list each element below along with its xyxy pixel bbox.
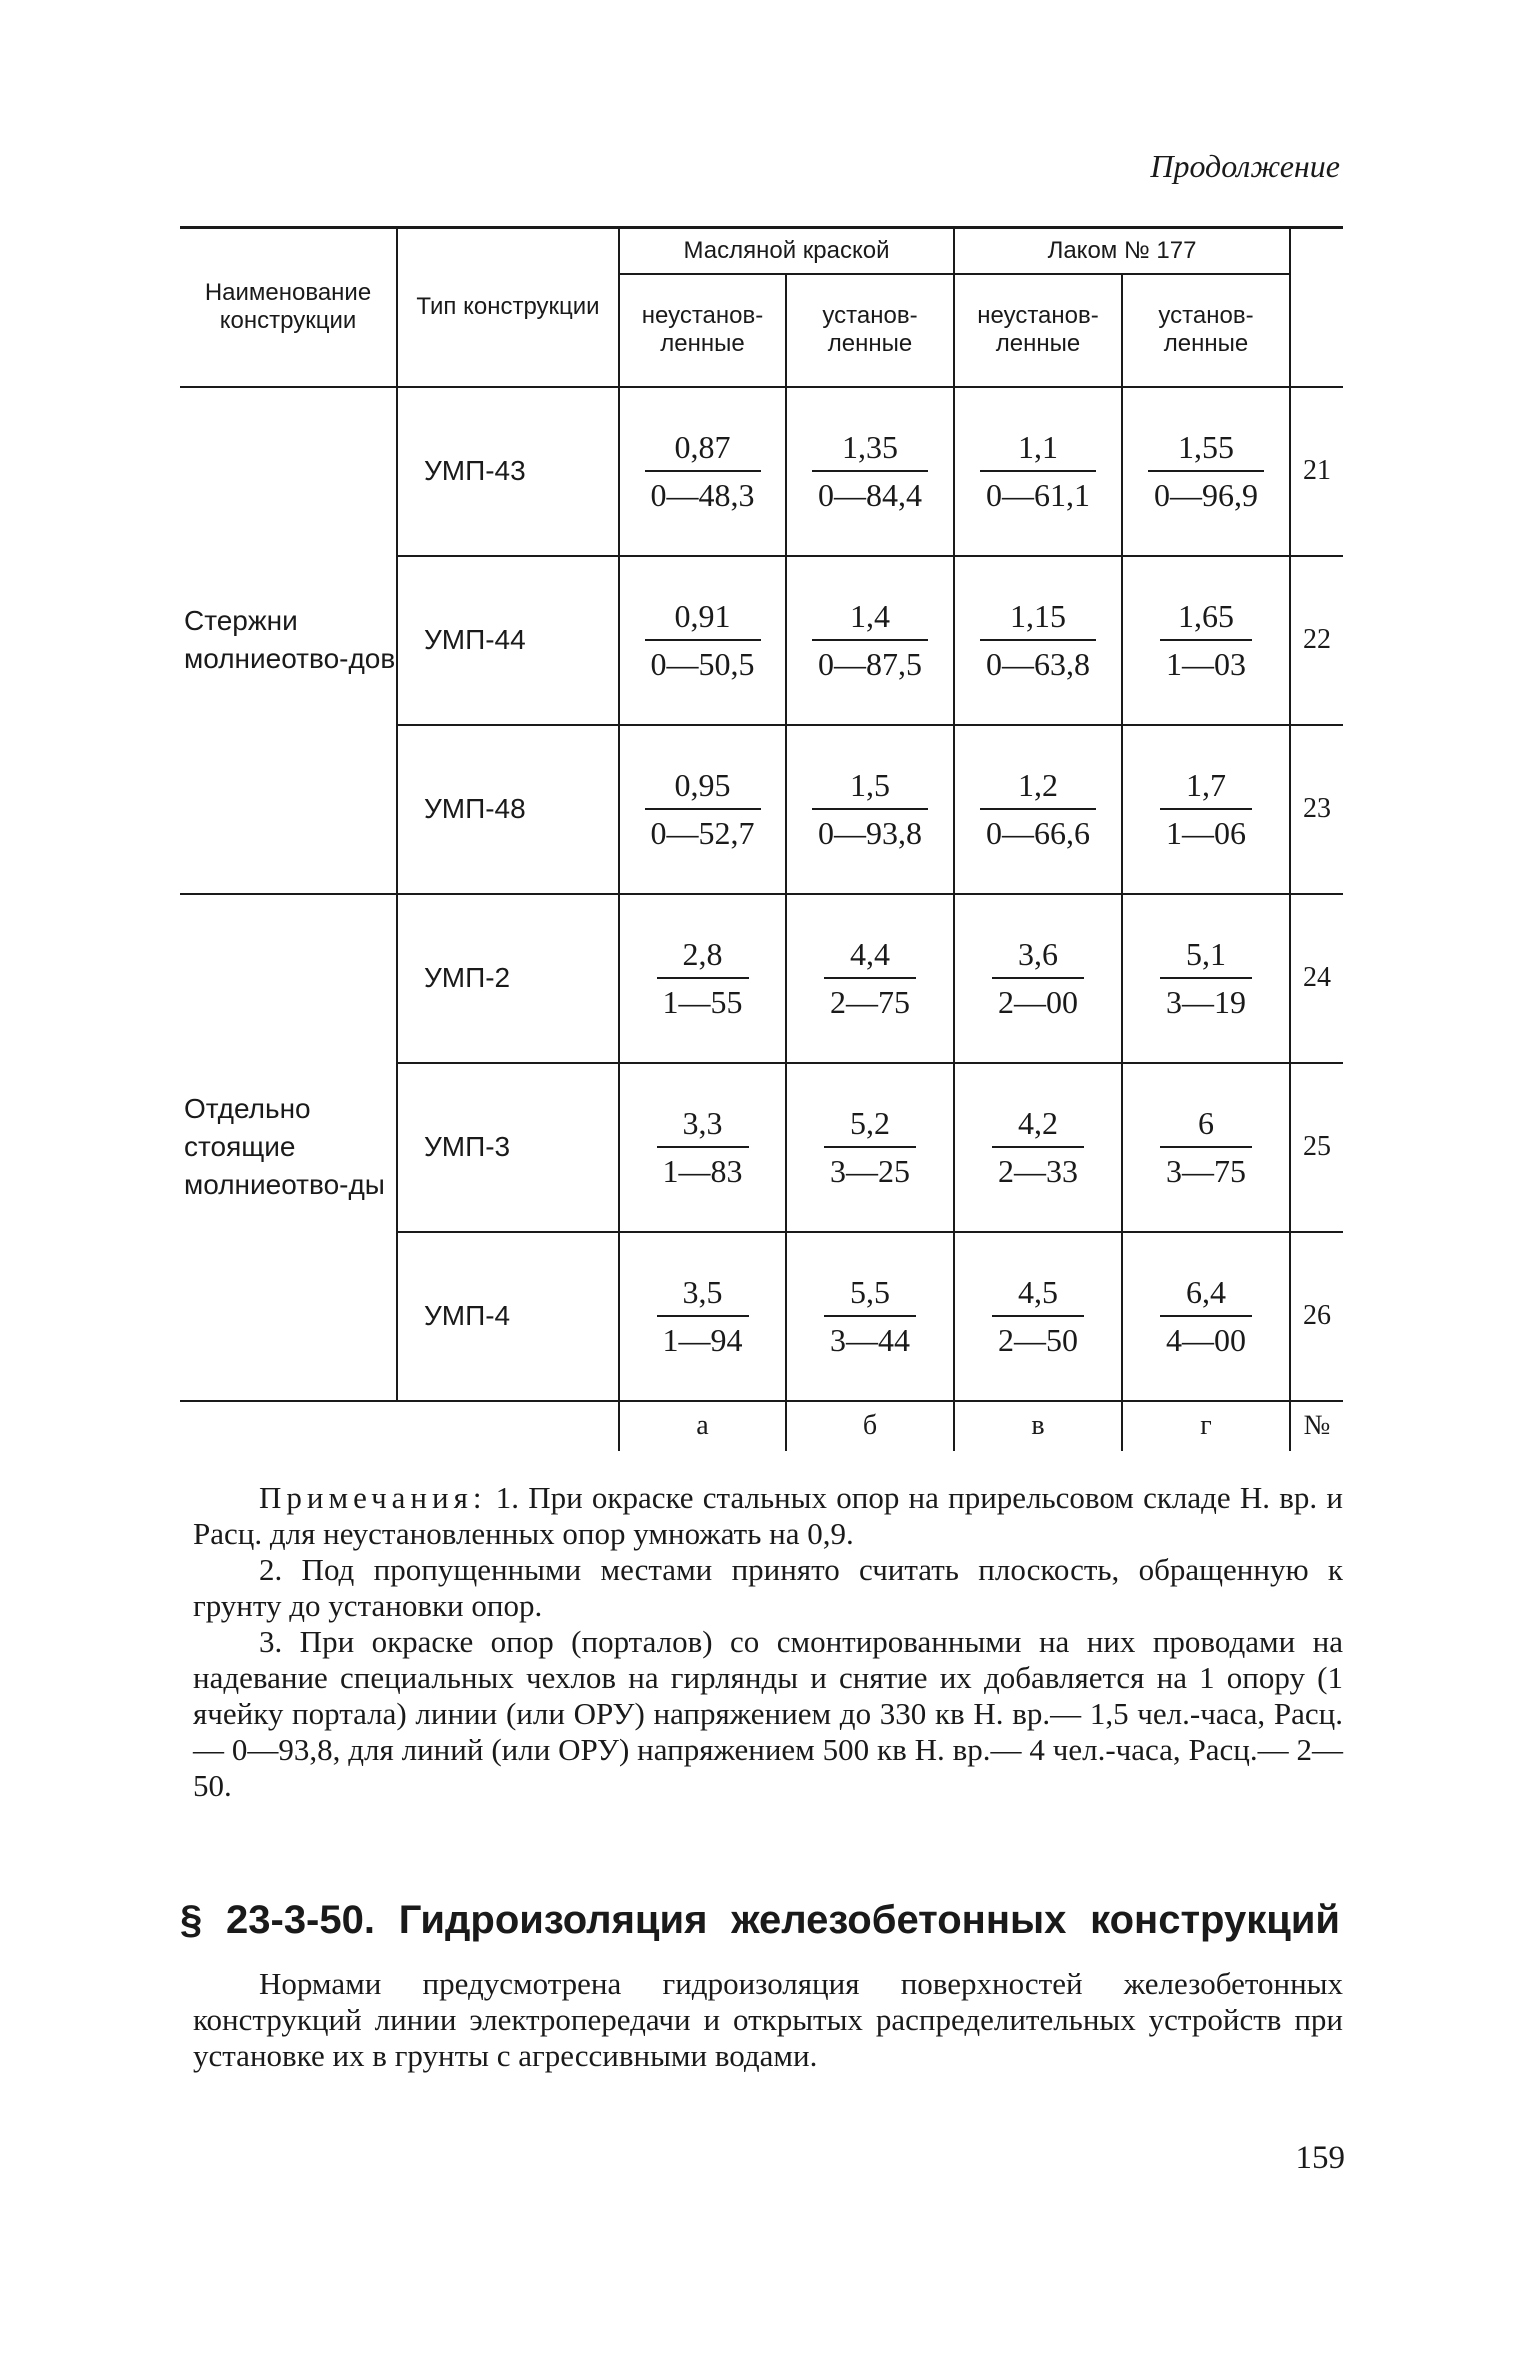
column-letter: а [619,1401,786,1451]
rate: 3—19 [1166,984,1246,1020]
cell-c [954,387,1122,556]
fraction-value [645,597,761,683]
cell-a [619,894,786,1063]
fraction-value [980,597,1096,683]
column-letter: № [1290,1401,1343,1451]
norm-time: 1,15 [980,597,1096,641]
fraction-value [1160,935,1252,1021]
row-number: 21 [1290,387,1343,556]
norm-time: 6,4 [1160,1273,1252,1317]
norm-time: 1,5 [812,766,928,810]
row-number: 23 [1290,725,1343,894]
fraction-value [812,428,928,514]
norm-time: 3,6 [992,935,1084,979]
row-number: 22 [1290,556,1343,725]
norm-time: 1,55 [1148,428,1264,472]
cell-d [1122,387,1290,556]
cell-d [1122,1063,1290,1232]
rate: 0—52,7 [650,815,755,851]
norm-time: 3,5 [657,1273,749,1317]
rate: 0—61,1 [986,477,1090,513]
fraction-value [1160,1273,1252,1359]
cell-b [786,387,954,556]
fraction-value [1160,1104,1252,1190]
rate: 0—93,8 [818,815,922,851]
rate: 0—63,8 [986,646,1090,682]
fraction-value [812,597,928,683]
footer-blank-2 [397,1401,619,1451]
cell-b [786,556,954,725]
rate: 3—44 [830,1322,910,1358]
cell-a [619,725,786,894]
header-lacquer-installed: установ-ленные [1122,274,1290,387]
norm-time: 3,3 [657,1104,749,1148]
header-lacquer: Лаком № 177 [954,228,1290,274]
fraction-value [657,1273,749,1359]
column-letter: в [954,1401,1122,1451]
norm-time: 4,4 [824,935,916,979]
norm-time: 1,1 [980,428,1096,472]
table-row [180,894,1343,1063]
cell-a [619,1063,786,1232]
cell-d [1122,725,1290,894]
rate: 0—66,6 [986,815,1090,851]
fraction-value [1160,766,1252,852]
fraction-value [645,428,761,514]
rate: 1—94 [662,1322,743,1358]
cell-d [1122,1232,1290,1401]
header-blank [1290,228,1343,387]
construction-type: УМП-48 [397,725,619,894]
continuation-label: Продолжение [1150,148,1340,184]
column-letter: г [1122,1401,1290,1451]
cell-c [954,894,1122,1063]
cell-b [786,1063,954,1232]
fraction-value [657,935,749,1021]
norm-time: 0,91 [645,597,761,641]
note-3: 3. При окраске опор (порталов) со смонтированными на них проводами на надевание специальных чехлов на гирлянды и снятие их добавляется на 1 опору (1 ячейку портала) линии (или ОРУ) напряжением до 330 кв Н. вр.— 1,5 чел.-часа, Расц.— 0—93,8, для линий (или ОРУ) напряжением 500 кв Н. вр.— 4 чел.-часа, Расц.— 2—50. [193,1624,1343,1803]
rate: 1—06 [1166,815,1246,851]
header-oil-paint: Масляной краской [619,228,954,274]
section-paragraph: Нормами предусмотрена гидроизоляция поверхностей железобетонных конструкций линии электропередачи и открытых распределительных устройств при установке их в грунты с агрессивными водами. [193,1966,1343,2073]
norm-time: 1,65 [1160,597,1252,641]
cell-b [786,1232,954,1401]
rate: 0—48,3 [650,477,755,513]
rate: 2—50 [998,1322,1078,1358]
construction-name: Стержни молниеотво-дов [180,387,397,894]
rate: 0—84,4 [818,477,922,513]
notes-label: Примечания: [259,1480,487,1515]
fraction-value [812,766,928,852]
note-1: 1. При окраске стальных опор на прирельсовом складе Н. вр. и Расц. для неустановленных опор умножать на 0,9. [193,1480,1343,1551]
header-name: Наименование конструкции [180,228,397,387]
column-letter: б [786,1401,954,1451]
fraction-value [1160,597,1252,683]
construction-type: УМП-43 [397,387,619,556]
fraction-value [992,1104,1084,1190]
rate: 2—33 [998,1153,1078,1189]
row-number: 24 [1290,894,1343,1063]
rate: 1—55 [662,984,743,1020]
row-number: 25 [1290,1063,1343,1232]
fraction-value [645,766,761,852]
fraction-value [980,766,1096,852]
cell-b [786,725,954,894]
cell-d [1122,556,1290,725]
fraction-value [980,428,1096,514]
fraction-value [992,935,1084,1021]
cell-c [954,1063,1122,1232]
norm-time: 0,95 [645,766,761,810]
cell-a [619,1232,786,1401]
cell-a [619,556,786,725]
construction-name: Отдельно стоящие молниеотво-ды [180,894,397,1401]
rate: 1—83 [662,1153,743,1189]
header-type: Тип конструкции [397,228,619,387]
norm-time: 6 [1160,1104,1252,1148]
notes [193,1480,1343,1804]
rate: 4—00 [1166,1322,1246,1358]
page-number: 159 [1295,2140,1345,2176]
row-number: 26 [1290,1232,1343,1401]
rate: 0—50,5 [650,646,755,682]
header-oil-installed: установ-ленные [786,274,954,387]
fraction-value [824,1104,916,1190]
cell-c [954,556,1122,725]
norm-time: 5,1 [1160,935,1252,979]
header-oil-not-installed: неустанов-ленные [619,274,786,387]
fraction-value [992,1273,1084,1359]
construction-type: УМП-3 [397,1063,619,1232]
norm-time: 1,7 [1160,766,1252,810]
norm-time: 5,5 [824,1273,916,1317]
rate: 2—00 [998,984,1078,1020]
fraction-value [1148,428,1264,514]
cell-b [786,894,954,1063]
rate: 2—75 [830,984,910,1020]
cell-a [619,387,786,556]
fraction-value [657,1104,749,1190]
fraction-value [824,935,916,1021]
cell-c [954,725,1122,894]
cell-c [954,1232,1122,1401]
cell-d [1122,894,1290,1063]
construction-type: УМП-44 [397,556,619,725]
table-row [180,387,1343,556]
norm-time: 1,2 [980,766,1096,810]
norm-time: 2,8 [657,935,749,979]
header-lacquer-not-installed: неустанов-ленные [954,274,1122,387]
norm-time: 5,2 [824,1104,916,1148]
section-title: § 23-3-50. Гидроизоляция железобетонных конструкций [180,1898,1340,1942]
rate: 3—75 [1166,1153,1246,1189]
construction-type: УМП-2 [397,894,619,1063]
footer-blank-1 [180,1401,397,1451]
fraction-value [824,1273,916,1359]
rate: 0—96,9 [1154,477,1258,513]
norm-time: 1,35 [812,428,928,472]
norms-table [180,226,1343,1451]
norm-time: 4,5 [992,1273,1084,1317]
rate: 3—25 [830,1153,910,1189]
rate: 0—87,5 [818,646,922,682]
norm-time: 0,87 [645,428,761,472]
construction-type: УМП-4 [397,1232,619,1401]
norm-time: 1,4 [812,597,928,641]
norm-time: 4,2 [992,1104,1084,1148]
rate: 1—03 [1166,646,1246,682]
note-2: 2. Под пропущенными местами принято считать плоскость, обращенную к грунту до установки опор. [193,1552,1343,1623]
